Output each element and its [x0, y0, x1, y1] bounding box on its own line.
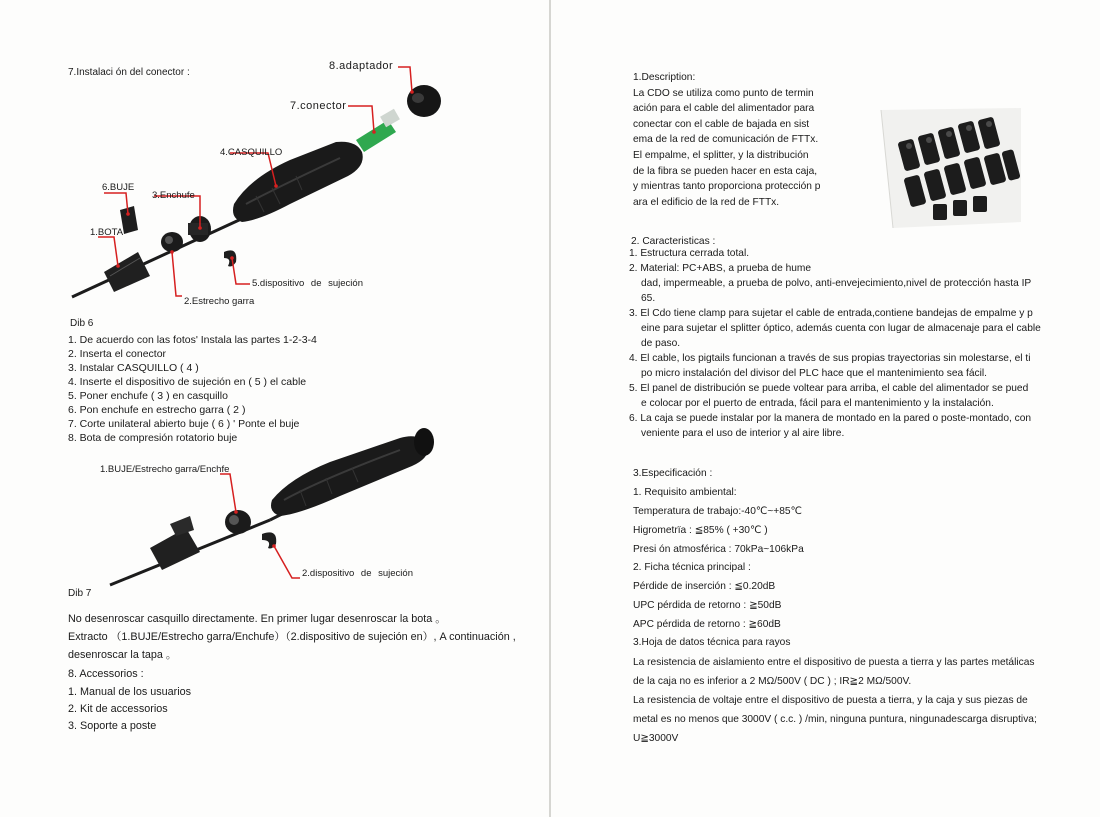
label-enchufe: 3.Enchufe: [152, 190, 195, 201]
spec-line: metal es no menos que 3000V ( c.c. ) /min, ninguna puntura, ningunadescarga disruptiva;: [633, 714, 1037, 725]
note-line: No desenroscar casquillo directamente. En primer lugar desenroscar la bota 。: [68, 613, 447, 625]
list-item: po micro instalación del divisor del PLC hace que el mantenimiento sea fácil.: [641, 368, 987, 379]
list-item: 3. Soporte a poste: [68, 720, 157, 732]
spec-line: 3.Hoja de datos técnica para rayos: [633, 637, 791, 648]
spec-line: 1. Requisito ambiental:: [633, 487, 737, 498]
spec-line: U≧3000V: [633, 733, 679, 744]
spec-line: 2. Ficha técnica principal :: [633, 562, 751, 573]
cdo-box-photo: [551, 0, 1100, 240]
spec-line: Presi ón atmosférica : 70kPa~106kPa: [633, 544, 804, 555]
label-dispositivo-sujecion-2: 2.dispositivo de sujeción: [302, 568, 413, 579]
description-line: El empalme, el splitter, y la distribución: [633, 149, 809, 161]
description-line: de la fibra se pueden hacer en esta caja,: [633, 165, 818, 177]
list-item: dad, impermeable, a prueba de polvo, anti-envejecimiento,nivel de protección hasta IP: [641, 278, 1032, 289]
label-dispositivo-sujecion: 5.dispositivo de sujeción: [252, 278, 363, 289]
figure-7-caption: Dib 7: [68, 588, 92, 599]
list-item: 4. Inserte el dispositivo de sujeción en ( 5 ) el cable: [68, 376, 307, 388]
description-line: ema de la red de comunicación de FTTx.: [633, 134, 819, 146]
section-title-connector-install: 7.Instalaci ón del conector :: [68, 67, 190, 78]
label-buje: 6.BUJE: [102, 182, 135, 193]
spec-line: de la caja no es inferior a 2 MΩ/500V ( DC ) ; IR≧2 MΩ/500V.: [633, 676, 912, 687]
list-item: 3. El Cdo tiene clamp para sujetar el cable de entrada,contiene bandejas de empalme y p: [629, 308, 1033, 319]
list-item: 4. El cable, los pigtails funcionan a través de sus propias trayectorias sin molestarse, el ti: [629, 353, 1031, 364]
spec-line: La resistencia de aislamiento entre el dispositivo de puesta a tierra y las partes metálicas: [633, 657, 1035, 668]
left-page: [0, 0, 549, 817]
label-adaptador: 8.adaptador: [329, 60, 394, 72]
list-item: 7. Corte unilateral abierto buje ( 6 ) ' Ponte el buje: [68, 418, 300, 430]
description-line: ara el edificio de la red de FTTx.: [633, 196, 780, 208]
spec-line: Higrometrïa : ≦85% ( +30℃ ): [633, 525, 768, 536]
label-casquillo: 4.CASQUILLO: [220, 147, 283, 158]
spec-title: 3.Especificación :: [633, 468, 713, 479]
spec-line: La resistencia de voltaje entre el dispositivo de puesta a tierra, y la caja y sus piezas de: [633, 695, 1028, 706]
list-item: 8. Bota de compresión rotatorio buje: [68, 432, 238, 444]
list-item: 6. La caja se puede instalar por la manera de montado en la pared o poste-montado, con: [629, 413, 1032, 424]
figure-7-disassembly: [0, 0, 549, 600]
list-item: 2. Material: PC+ABS, a prueba de hume: [629, 263, 812, 274]
list-item: e colocar por el puerto de entrada, fácil para el mantenimiento y la instalación.: [641, 398, 994, 409]
accessories-title: 8. Accessorios :: [68, 668, 144, 680]
figure-6-caption: Dib 6: [70, 318, 94, 329]
list-item: 3. Instalar CASQUILLO ( 4 ): [68, 362, 199, 374]
description-line: ación para el cable del alimentador para: [633, 103, 815, 115]
label-conector: 7.conector: [290, 100, 347, 112]
list-item: 1. Manual de los usuarios: [68, 686, 192, 698]
spec-line: Temperatura de trabajo:-40℃~+85℃: [633, 506, 802, 517]
list-item: de paso.: [641, 338, 681, 349]
list-item: 5. Poner enchufe ( 3 ) en casquillo: [68, 390, 228, 402]
label-estrecho-garra: 2.Estrecho garra: [184, 296, 255, 307]
list-item: 6. Pon enchufe en estrecho garra ( 2 ): [68, 404, 246, 416]
spec-line: UPC pérdida de retorno : ≧50dB: [633, 600, 782, 611]
list-item: 2. Kit de accessorios: [68, 703, 168, 715]
note-line: Extracto （1.BUJE/Estrecho garra/Enchufe）（2.dispositivo de sujeción en）, A continuación ,: [68, 631, 516, 643]
description-line: La CDO se utiliza como punto de termin: [633, 87, 814, 99]
description-line: y mientras tanto proporciona protección p: [633, 181, 821, 193]
features-title: 2. Caracteristicas :: [631, 236, 716, 247]
list-item: 65.: [641, 293, 656, 304]
list-item: 5. El panel de distribución se puede voltear para arriba, el cable del alimentador se pued: [629, 383, 1029, 394]
list-item: eine para sujetar el splitter óptico, además cuenta con lugar de almacenaje para el cable: [641, 323, 1041, 334]
note-line: desenroscar la tapa 。: [68, 649, 177, 661]
spec-line: Pérdide de inserción : ≦0.20dB: [633, 581, 776, 592]
list-item: 1. Estructura cerrada total.: [629, 248, 750, 259]
list-item: 2. Inserta el conector: [68, 348, 167, 360]
list-item: 1. De acuerdo con las fotos' Instala las partes 1-2-3-4: [68, 334, 317, 346]
description-line: conectar con el cable de bajada en sist: [633, 118, 810, 130]
list-item: veniente para el uso de interior y al aire libre.: [641, 428, 845, 439]
right-page: [551, 0, 1100, 817]
description-title: 1.Description:: [633, 72, 696, 83]
label-bota: 1.BOTA: [90, 227, 124, 238]
label-buje-estrecho-enchufe: 1.BUJE/Estrecho garra/Enchfe: [100, 464, 230, 475]
spec-line: APC pérdida de retorno : ≧60dB: [633, 619, 781, 630]
